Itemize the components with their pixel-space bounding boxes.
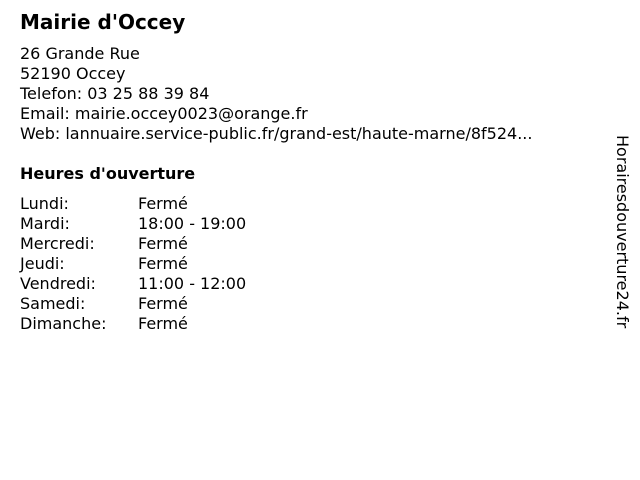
side-brand-text: Horairesdouverture24.fr bbox=[613, 135, 632, 329]
hours-value: 18:00 - 19:00 bbox=[138, 214, 247, 233]
hours-table bbox=[20, 194, 246, 334]
phone-text: Telefon: 03 25 88 39 84 bbox=[20, 84, 210, 103]
hours-value: Fermé bbox=[138, 314, 188, 333]
page-title: Mairie d'Occey bbox=[20, 10, 186, 34]
address-block bbox=[20, 44, 532, 144]
hours-row-sunday bbox=[20, 314, 246, 334]
hours-value: Fermé bbox=[138, 234, 188, 253]
address-city: 52190 Occey bbox=[20, 64, 126, 83]
web-text: Web: lannuaire.service-public.fr/grand-est/haute-marne/8f524... bbox=[20, 124, 533, 143]
hours-row-wednesday bbox=[20, 234, 246, 254]
hours-value: 11:00 - 12:00 bbox=[138, 274, 247, 293]
day-label: Mercredi: bbox=[20, 234, 95, 253]
day-label: Dimanche: bbox=[20, 314, 107, 333]
hours-value: Fermé bbox=[138, 194, 188, 213]
hours-value: Fermé bbox=[138, 294, 188, 313]
day-label: Lundi: bbox=[20, 194, 69, 213]
hours-row-friday bbox=[20, 274, 246, 294]
hours-row-monday bbox=[20, 194, 246, 214]
hours-heading: Heures d'ouverture bbox=[20, 164, 196, 183]
day-label: Mardi: bbox=[20, 214, 70, 233]
hours-value: Fermé bbox=[138, 254, 188, 273]
hours-row-saturday bbox=[20, 294, 246, 314]
day-label: Vendredi: bbox=[20, 274, 96, 293]
day-label: Samedi: bbox=[20, 294, 86, 313]
hours-row-thursday bbox=[20, 254, 246, 274]
day-label: Jeudi: bbox=[20, 254, 65, 273]
hours-row-tuesday bbox=[20, 214, 246, 234]
email-text: Email: mairie.occey0023@orange.fr bbox=[20, 104, 308, 123]
address-street: 26 Grande Rue bbox=[20, 44, 140, 63]
